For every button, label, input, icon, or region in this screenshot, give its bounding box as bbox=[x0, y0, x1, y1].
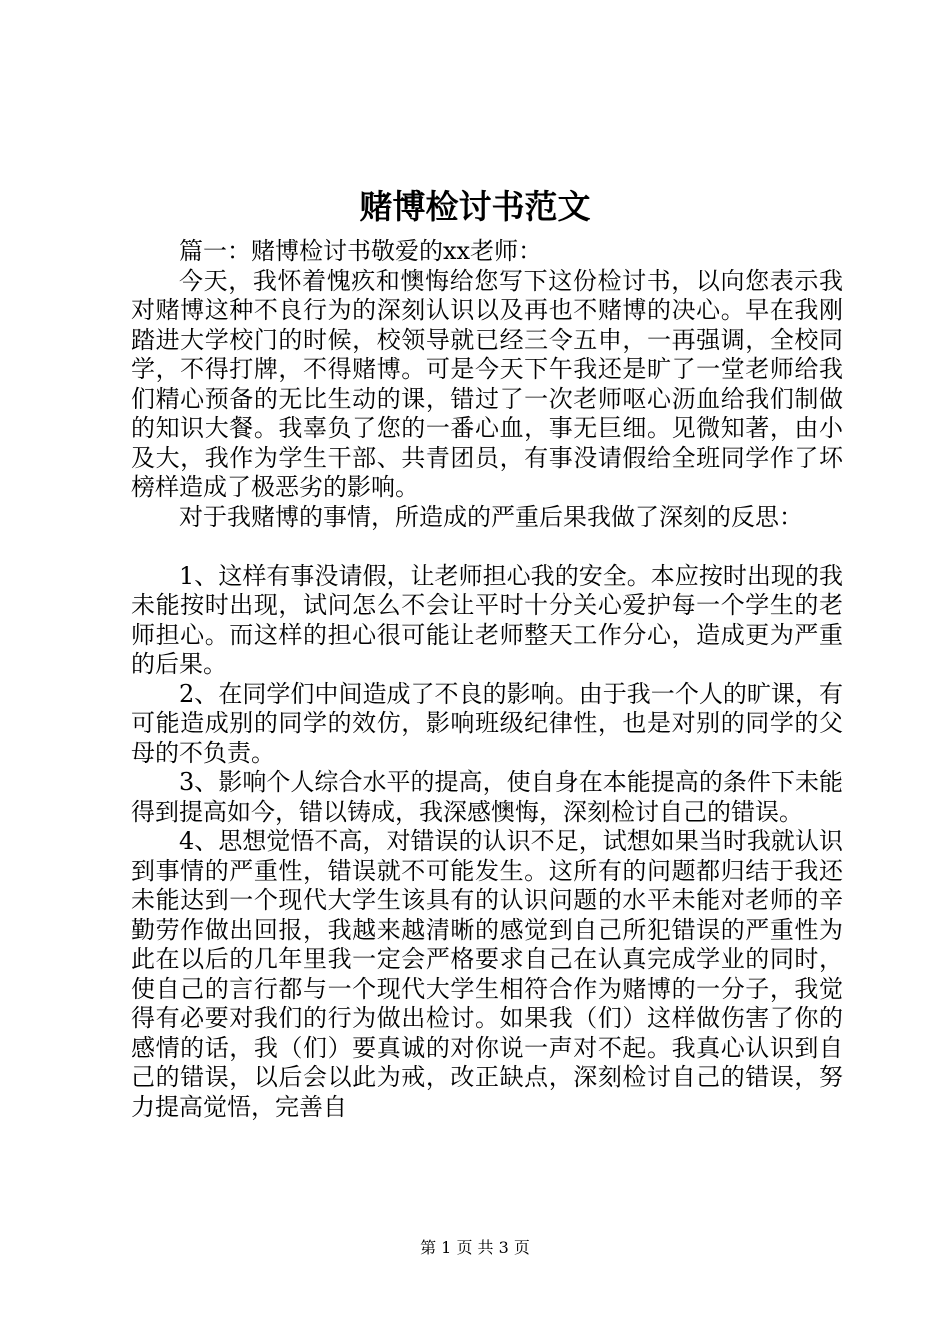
paragraph-heading: 篇一：赌博检讨书敬爱的xx老师： bbox=[179, 237, 543, 265]
paragraph-point-3: 3、影响个人综合水平的提高，使自身在本能提高的条件下未能得到提高如今，错以铸成，我深感懊悔，深刻检讨自己的错误。 bbox=[131, 768, 843, 826]
paragraph-intro: 今天，我怀着愧疚和懊悔给您写下这份检讨书，以向您表示我对赌博这种不良行为的深刻认识以及再也不赌博的决心。早在我刚踏进大学校门的时候，校领导就已经三令五申，一再强调，全校同学，不得打牌，不得赌博。可是今天下午我还是旷了一堂老师给我们精心预备的无比生动的课，错过了一次老师呕心沥血给我们制做的知识大餐。我辜负了您的一番心血，事无巨细。见微知著，由小及大，我作为学生干部、共青团员，有事没请假给全班同学作了坏榜样造成了极恶劣的影响。 bbox=[131, 266, 843, 501]
paragraph-point-1: 1、这样有事没请假，让老师担心我的安全。本应按时出现的我未能按时出现，试问怎么不会让平时十分关心爱护每一个学生的老师担心。而这样的担心很可能让老师整天工作分心，造成更为严重的后果。 bbox=[131, 561, 843, 678]
page-number-footer: 第 1 页 共 3 页 bbox=[420, 1238, 530, 1257]
document-body bbox=[131, 237, 843, 1122]
paragraph-point-2: 2、在同学们中间造成了不良的影响。由于我一个人的旷课，有可能造成别的同学的效仿，影响班级纪律性，也是对别的同学的父母的不负责。 bbox=[131, 679, 843, 767]
document-title: 赌博检讨书范文 bbox=[359, 187, 591, 226]
paragraph-reflection-lead: 对于我赌博的事情，所造成的严重后果我做了深刻的反思： bbox=[179, 502, 803, 531]
paragraph-point-4: 4、思想觉悟不高，对错误的认识不足，试想如果当时我就认识到事情的严重性，错误就不可能发生。这所有的问题都归结于我还未能达到一个现代大学生该具有的认识问题的水平未能对老师的辛勤劳作做出回报，我越来越清晰的感觉到自己所犯错误的严重性为此在以后的几年里我一定会严格要求自己在认真完成学业的同时，使自己的言行都与一个现代大学生相符合作为赌博的一分子，我觉得有必要对我们的行为做出检讨。如果我（们）这样做伤害了你的感情的话，我（们）要真诚的对你说一声对不起。我真心认识到自己的错误，以后会以此为戒，改正缺点，深刻检讨自己的错误，努力提高觉悟，完善自 bbox=[131, 827, 843, 1121]
